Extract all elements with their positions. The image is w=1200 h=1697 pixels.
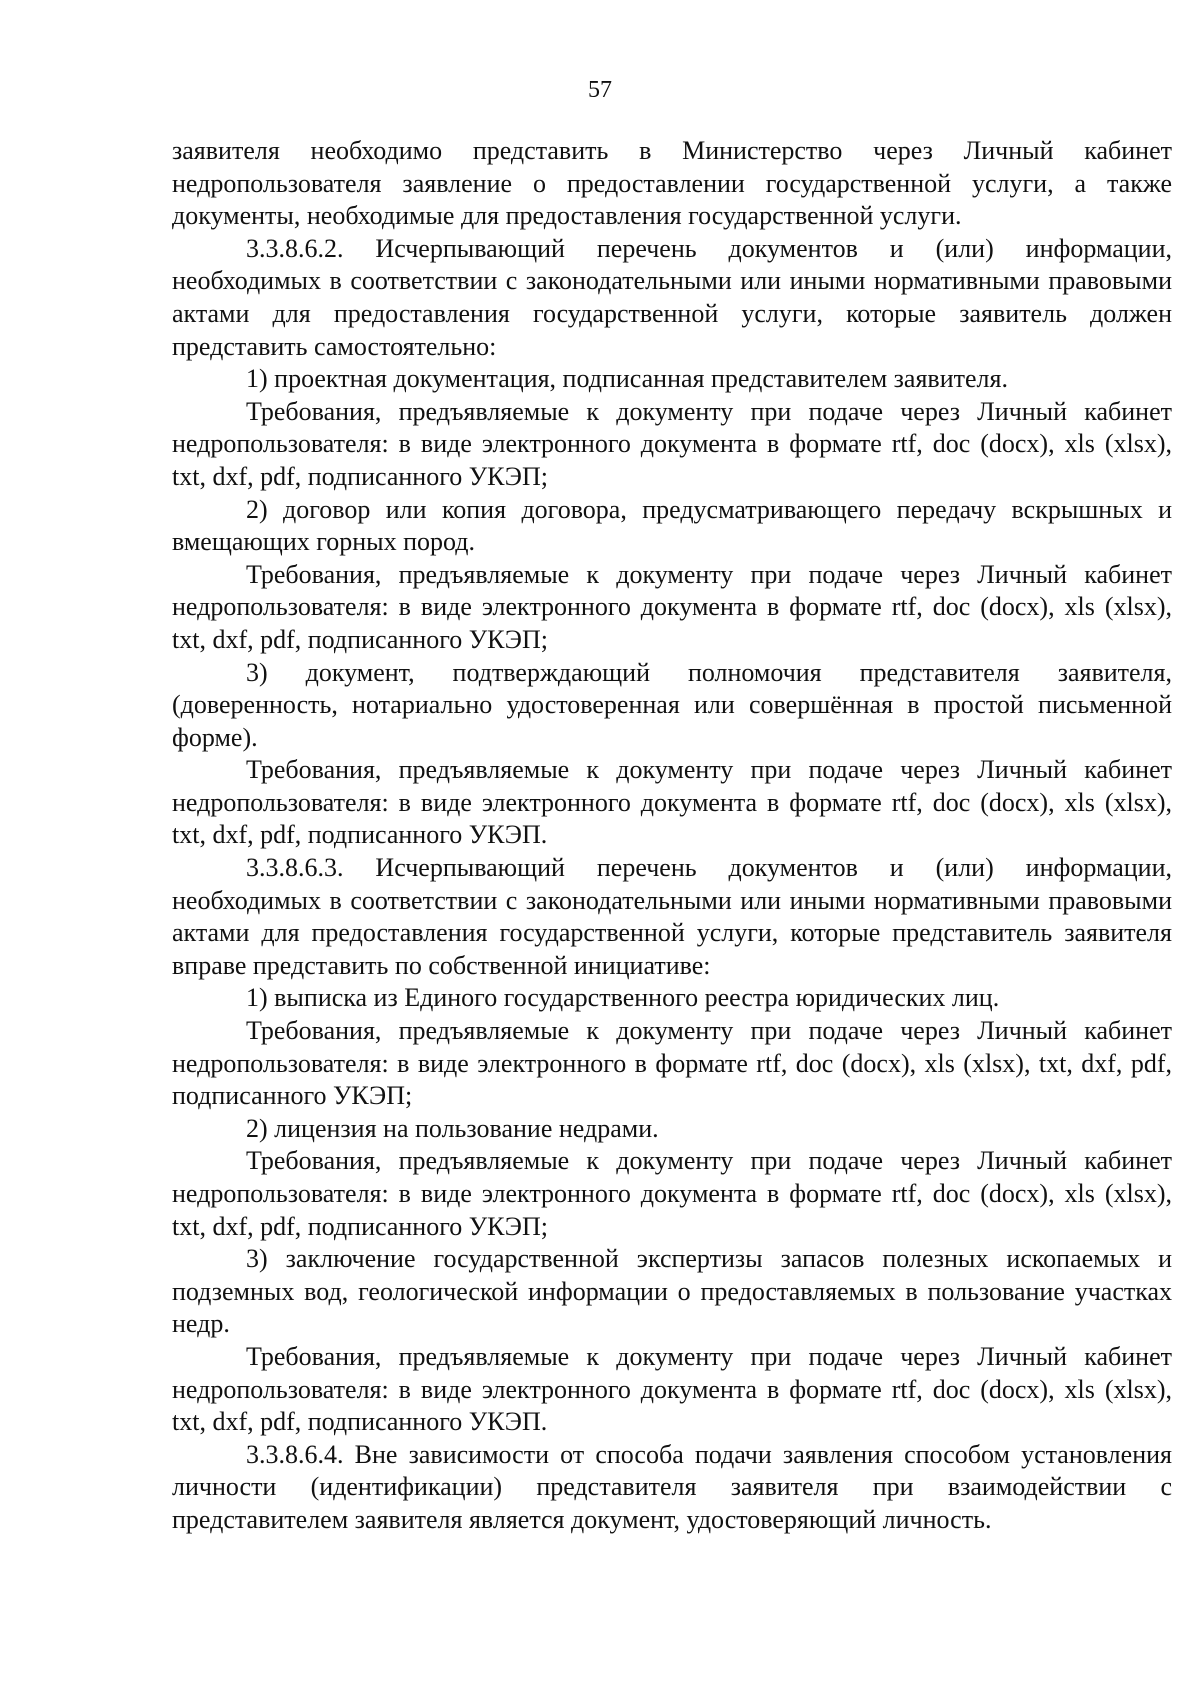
paragraph: заявителя необходимо представить в Министерство через Личный кабинет недропользователя заявление о предоставлении государственной услуги, а также документы, необходимые для предоставления государственной услуги. xyxy=(172,136,1172,231)
paragraph: 2) лицензия на пользование недрами. xyxy=(246,1113,659,1143)
paragraph: Требования, предъявляемые к документу при подаче через Личный кабинет недропользователя: в виде электронного в формате rtf, doc (docx), xls (xlsx), txt, dxf, pdf, подписанного УКЭП; xyxy=(172,1016,1172,1111)
paragraph: 3.3.8.6.3. Исчерпывающий перечень документов и (или) информации, необходимых в соответствии с законодательными или иными нормативными правовыми актами для предоставления государственной услуги, которые представитель заявителя вправе представить по собственной инициативе: xyxy=(172,853,1172,980)
paragraph: 1) проектная документация, подписанная представителем заявителя. xyxy=(246,364,1008,394)
paragraph: 1) выписка из Единого государственного реестра юридических лиц. xyxy=(246,983,1000,1013)
paragraph: Требования, предъявляемые к документу при подаче через Личный кабинет недропользователя: в виде электронного документа в формате rtf, doc (docx), xls (xlsx), txt, dxf, pdf, подписанного УКЭП. xyxy=(172,1341,1172,1437)
paragraph: Требования, предъявляемые к документу при подаче через Личный кабинет недропользователя: в виде электронного документа в формате rtf, doc (docx), xls (xlsx), txt, dxf, pdf, подписанного УКЭП; xyxy=(172,1146,1172,1241)
paragraph: 3.3.8.6.4. Вне зависимости от способа подачи заявления способом установления личности (идентификации) представителя заявителя при взаимодействии с представителем заявителя является документ, удостоверяющий личность. xyxy=(172,1439,1172,1534)
paragraph: Требования, предъявляемые к документу при подаче через Личный кабинет недропользователя: в виде электронного документа в формате rtf, doc (docx), xls (xlsx), txt, dxf, pdf, подписанного УКЭП; xyxy=(172,396,1172,491)
document-body xyxy=(172,135,1172,1537)
paragraph: 3.3.8.6.2. Исчерпывающий перечень документов и (или) информации, необходимых в соответствии с законодательными или иными нормативными правовыми актами для предоставления государственной услуги, которые заявитель должен представить самостоятельно: xyxy=(172,233,1172,361)
paragraph: Требования, предъявляемые к документу при подаче через Личный кабинет недропользователя: в виде электронного документа в формате rtf, doc (docx), xls (xlsx), txt, dxf, pdf, подписанного УКЭП. xyxy=(172,755,1172,850)
page-number: 57 xyxy=(588,77,612,103)
paragraph: Требования, предъявляемые к документу при подаче через Личный кабинет недропользователя: в виде электронного документа в формате rtf, doc (docx), xls (xlsx), txt, dxf, pdf, подписанного УКЭП; xyxy=(172,559,1172,654)
paragraph: 2) договор или копия договора, предусматривающего передачу вскрышных и вмещающих горных пород. xyxy=(172,494,1172,557)
paragraph: 3) заключение государственной экспертизы запасов полезных ископаемых и подземных вод, геологической информации о предоставляемых в пользование участках недр. xyxy=(172,1244,1172,1339)
paragraph: 3) документ, подтверждающий полномочия представителя заявителя, (доверенность, нотариально удостоверенная или совершённая в простой письменной форме). xyxy=(172,657,1172,752)
